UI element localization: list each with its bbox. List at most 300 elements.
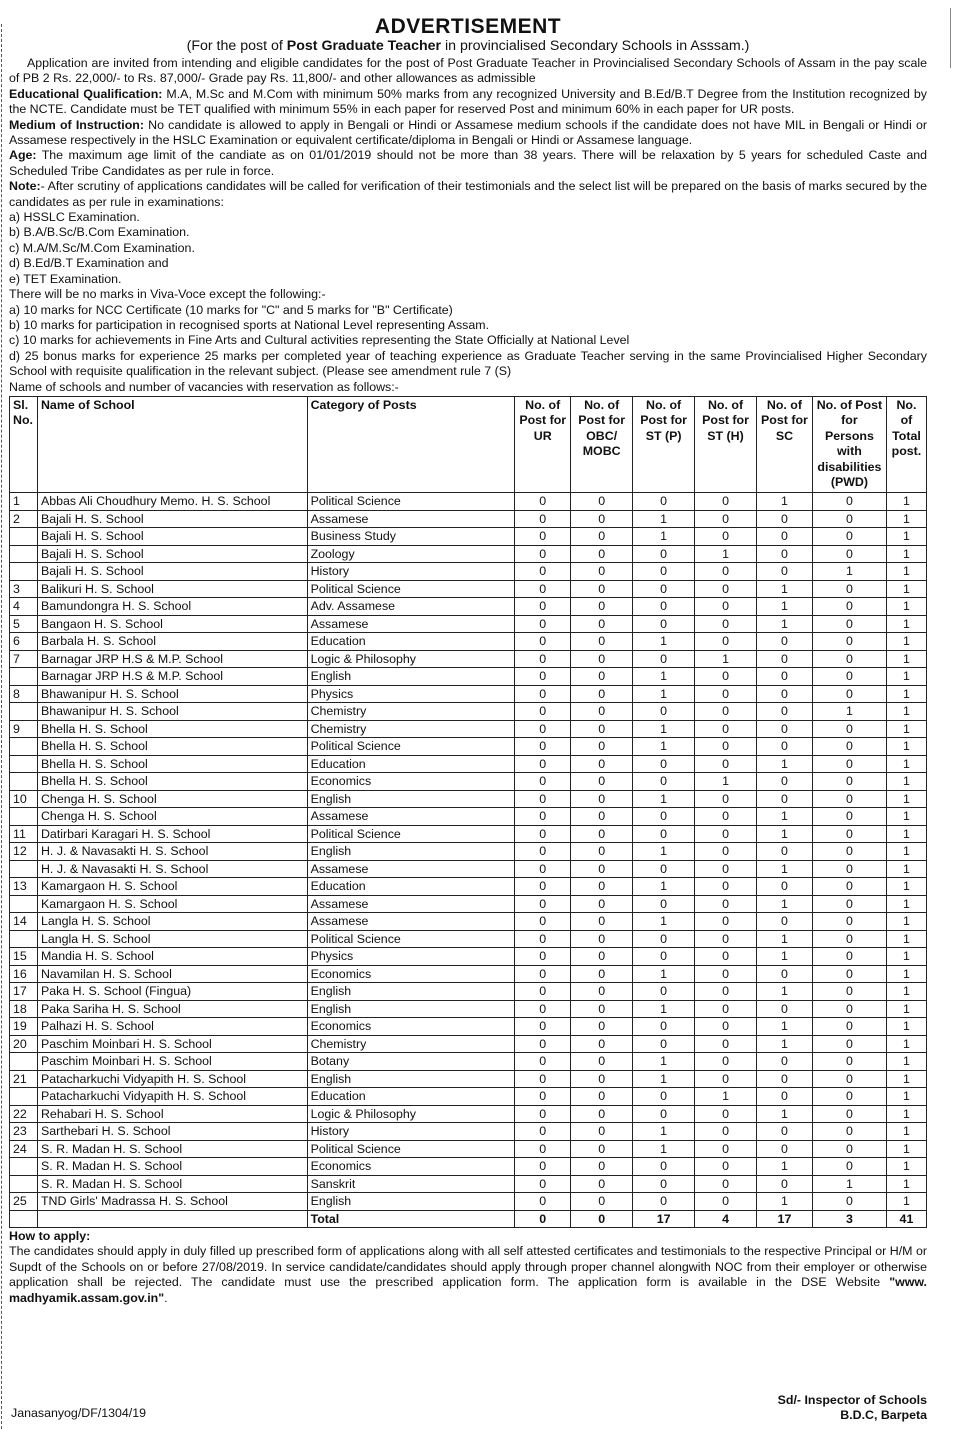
cell-school: Kamargaon H. S. School	[37, 895, 307, 913]
cell-obc: 0	[571, 1158, 633, 1176]
cell-obc: 0	[571, 738, 633, 756]
cell-category: Assamese	[307, 510, 515, 528]
cell-school: Paka H. S. School (Fingua)	[37, 983, 307, 1001]
col-header-obc: No. of Post for OBC/ MOBC	[571, 396, 633, 492]
cell-stp: 0	[633, 1035, 695, 1053]
cell-obc: 0	[571, 825, 633, 843]
cell-sth: 0	[695, 948, 757, 966]
cell-sth: 0	[695, 615, 757, 633]
cell-sth: 0	[695, 1070, 757, 1088]
cell-obc: 0	[571, 913, 633, 931]
cell-ur: 0	[515, 1053, 571, 1071]
cell-stp: 0	[633, 983, 695, 1001]
cell-obc: 0	[571, 1000, 633, 1018]
cell-total: 1	[886, 703, 926, 721]
left-margin-rule	[1, 24, 2, 1429]
table-row	[10, 1105, 927, 1123]
cell-ur: 0	[515, 738, 571, 756]
cell-ur: 0	[515, 1105, 571, 1123]
cell-pwd: 0	[812, 1158, 886, 1176]
cell-pwd: 0	[812, 615, 886, 633]
cell-ur: 0	[515, 860, 571, 878]
cell-sth: 0	[695, 808, 757, 826]
cell-ur: 0	[515, 808, 571, 826]
cell-empty	[10, 1210, 38, 1228]
cell-total: 1	[886, 1000, 926, 1018]
table-row	[10, 1123, 927, 1141]
cell-pwd: 0	[812, 1035, 886, 1053]
cell-total: 1	[886, 860, 926, 878]
cell-total: 1	[886, 510, 926, 528]
table-row	[10, 633, 927, 651]
cell-sth: 0	[695, 1000, 757, 1018]
cell-obc: 0	[571, 930, 633, 948]
cell-sc: 0	[756, 650, 812, 668]
cell-ur: 0	[515, 685, 571, 703]
cell-category: Assamese	[307, 860, 515, 878]
cell-obc: 0	[571, 965, 633, 983]
cell-pwd: 0	[812, 720, 886, 738]
subtitle-post-name: Post Graduate Teacher	[286, 38, 442, 54]
cell-obc: 0	[571, 650, 633, 668]
cell-total: 1	[886, 650, 926, 668]
cell-sth: 0	[695, 1193, 757, 1211]
cell-pwd: 0	[812, 1193, 886, 1211]
cell-category: Education	[307, 633, 515, 651]
cell-school: TND Girls' Madrassa H. S. School	[37, 1193, 307, 1211]
intro-paragraph	[9, 56, 927, 87]
cell-category: English	[307, 1070, 515, 1088]
total-pwd: 3	[812, 1210, 886, 1228]
col-header-stp: No. of Post for ST (P)	[633, 396, 695, 492]
vacancy-table	[9, 396, 927, 1228]
cell-stp: 1	[633, 1000, 695, 1018]
page-title: ADVERTISEMENT	[374, 15, 562, 38]
cell-obc: 0	[571, 1053, 633, 1071]
cell-total: 1	[886, 598, 926, 616]
cell-stp: 1	[633, 913, 695, 931]
cell-school: Bamundongra H. S. School	[37, 598, 307, 616]
cell-sc: 0	[756, 843, 812, 861]
cell-category: English	[307, 790, 515, 808]
cell-obc: 0	[571, 668, 633, 686]
cell-total: 1	[886, 738, 926, 756]
cell-sl: 13	[10, 878, 38, 896]
cell-ur: 0	[515, 948, 571, 966]
table-row	[10, 1140, 927, 1158]
cell-pwd: 0	[812, 1088, 886, 1106]
howto-text: The candidates should apply in duly filled up prescribed form of applications along with all self attested certificates and testimonials to the respective Principal or H/M or Supdt of the Schools on or before 27/08/2019. In service candidate/candidates should apply through proper channel alongwith NOC from their employer or otherwise application shall be rejected. The candidate must use the prescribed application form. The application form is available in the DSE Website	[9, 1244, 927, 1290]
cell-stp: 0	[633, 1105, 695, 1123]
total-sth: 4	[695, 1210, 757, 1228]
cell-sl	[10, 895, 38, 913]
cell-sth: 0	[695, 913, 757, 931]
qualification-text: M.A, M.Sc and M.Com with minimum 50% marks from any recognized University and B.Ed/B.T Degree from the Institution recognized by the NCTE. Candidate must be TET qualified with minimum 55% in each paper for reserved Post and minimum 60% in each paper for UR posts.	[9, 86, 927, 117]
cell-sl: 25	[10, 1193, 38, 1211]
subtitle-post: in provincialised Secondary Schools in Asssam.)	[441, 38, 750, 54]
cell-school: Langla H. S. School	[37, 913, 307, 931]
cell-pwd: 0	[812, 1018, 886, 1036]
cell-total: 1	[886, 1018, 926, 1036]
cell-total: 1	[886, 913, 926, 931]
dse-website-link[interactable]: "www. madhyamik.assam.gov.in"	[9, 1275, 927, 1305]
cell-category: English	[307, 983, 515, 1001]
table-row	[10, 983, 927, 1001]
cell-sl: 4	[10, 598, 38, 616]
table-row	[10, 510, 927, 528]
cell-school: S. R. Madan H. S. School	[37, 1175, 307, 1193]
cell-pwd: 0	[812, 580, 886, 598]
table-row	[10, 843, 927, 861]
table-row	[10, 895, 927, 913]
cell-sl	[10, 1175, 38, 1193]
cell-total: 1	[886, 1070, 926, 1088]
cell-sl	[10, 1158, 38, 1176]
cell-sth: 0	[695, 965, 757, 983]
table-row	[10, 580, 927, 598]
cell-sc: 1	[756, 598, 812, 616]
cell-pwd: 0	[812, 1105, 886, 1123]
cell-stp: 1	[633, 720, 695, 738]
cell-school: S. R. Madan H. S. School	[37, 1158, 307, 1176]
cell-category: Chemistry	[307, 1035, 515, 1053]
cell-sl: 23	[10, 1123, 38, 1141]
cell-total: 1	[886, 1123, 926, 1141]
cell-category: English	[307, 1193, 515, 1211]
cell-pwd: 0	[812, 913, 886, 931]
cell-stp: 1	[633, 633, 695, 651]
cell-sc: 1	[756, 948, 812, 966]
medium-paragraph	[9, 118, 927, 149]
cell-category: Economics	[307, 773, 515, 791]
cell-total: 1	[886, 1053, 926, 1071]
cell-sc: 0	[756, 913, 812, 931]
cell-sl: 5	[10, 615, 38, 633]
cell-ur: 0	[515, 913, 571, 931]
howto-paragraph	[9, 1244, 927, 1306]
cell-category: Political Science	[307, 738, 515, 756]
cell-total: 1	[886, 633, 926, 651]
cell-sl	[10, 668, 38, 686]
cell-ur: 0	[515, 615, 571, 633]
cell-stp: 0	[633, 755, 695, 773]
list-item: c) M.A/M.Sc/M.Com Examination.	[9, 240, 195, 255]
cell-ur: 0	[515, 528, 571, 546]
table-row	[10, 948, 927, 966]
cell-pwd: 0	[812, 895, 886, 913]
cell-total: 1	[886, 1175, 926, 1193]
cell-sth: 0	[695, 1158, 757, 1176]
cell-stp: 0	[633, 1158, 695, 1176]
cell-obc: 0	[571, 563, 633, 581]
cell-ur: 0	[515, 703, 571, 721]
cell-stp: 1	[633, 528, 695, 546]
cell-obc: 0	[571, 720, 633, 738]
cell-obc: 0	[571, 860, 633, 878]
cell-sl: 7	[10, 650, 38, 668]
cell-pwd: 0	[812, 545, 886, 563]
table-row	[10, 1193, 927, 1211]
table-row	[10, 615, 927, 633]
table-row	[10, 860, 927, 878]
table-row	[10, 528, 927, 546]
table-row	[10, 493, 927, 511]
cell-sl: 3	[10, 580, 38, 598]
cell-school: Bajali H. S. School	[37, 510, 307, 528]
cell-sl: 2	[10, 510, 38, 528]
cell-stp: 1	[633, 843, 695, 861]
col-header-sth: No. of Post for ST (H)	[695, 396, 757, 492]
cell-obc: 0	[571, 1088, 633, 1106]
total-obc: 0	[571, 1210, 633, 1228]
total-row	[10, 1210, 927, 1228]
cell-ur: 0	[515, 1123, 571, 1141]
cell-pwd: 0	[812, 878, 886, 896]
cell-pwd: 0	[812, 493, 886, 511]
table-row	[10, 1000, 927, 1018]
cell-total: 1	[886, 545, 926, 563]
cell-ur: 0	[515, 930, 571, 948]
table-row	[10, 668, 927, 686]
cell-sl	[10, 738, 38, 756]
viva-line: There will be no marks in Viva-Voce except the following:-	[9, 287, 326, 302]
cell-school: Barnagar JRP H.S & M.P. School	[37, 650, 307, 668]
cell-ur: 0	[515, 965, 571, 983]
table-row	[10, 755, 927, 773]
col-header-category: Category of Posts	[307, 396, 515, 492]
cell-stp: 0	[633, 563, 695, 581]
cell-obc: 0	[571, 528, 633, 546]
table-row	[10, 1035, 927, 1053]
cell-pwd: 0	[812, 773, 886, 791]
list-item: c) 10 marks for achievements in Fine Arts and Cultural activities representing the State Officially at National Level	[9, 333, 630, 348]
cell-total: 1	[886, 580, 926, 598]
cell-pwd: 0	[812, 685, 886, 703]
cell-school: Palhazi H. S. School	[37, 1018, 307, 1036]
cell-total: 1	[886, 668, 926, 686]
cell-stp: 1	[633, 738, 695, 756]
cell-total: 1	[886, 965, 926, 983]
schools-intro: Name of schools and number of vacancies with reservation as follows:-	[9, 379, 399, 394]
cell-stp: 0	[633, 773, 695, 791]
cell-sc: 0	[756, 633, 812, 651]
cell-total: 1	[886, 528, 926, 546]
cell-obc: 0	[571, 510, 633, 528]
cell-stp: 1	[633, 1123, 695, 1141]
age-label: Age:	[9, 148, 37, 163]
cell-ur: 0	[515, 895, 571, 913]
cell-pwd: 1	[812, 563, 886, 581]
cell-obc: 0	[571, 1070, 633, 1088]
cell-school: Chenga H. S. School	[37, 808, 307, 826]
total-sc: 17	[756, 1210, 812, 1228]
cell-total: 1	[886, 1088, 926, 1106]
cell-sc: 0	[756, 668, 812, 686]
table-row	[10, 1018, 927, 1036]
list-item: a) HSSLC Examination.	[9, 210, 140, 225]
cell-pwd: 0	[812, 668, 886, 686]
cell-pwd: 0	[812, 598, 886, 616]
cell-pwd: 0	[812, 825, 886, 843]
cell-school: Rehabari H. S. School	[37, 1105, 307, 1123]
cell-sl: 10	[10, 790, 38, 808]
subtitle-pre: (For the post of	[186, 38, 287, 54]
cell-category: Education	[307, 1088, 515, 1106]
cell-pwd: 0	[812, 633, 886, 651]
cell-sl	[10, 808, 38, 826]
cell-category: Sanskrit	[307, 1175, 515, 1193]
cell-ur: 0	[515, 1140, 571, 1158]
cell-sth: 0	[695, 930, 757, 948]
cell-total: 1	[886, 720, 926, 738]
cell-pwd: 0	[812, 860, 886, 878]
cell-school: Barnagar JRP H.S & M.P. School	[37, 668, 307, 686]
col-header-total: No. of Total post.	[886, 396, 926, 492]
cell-total: 1	[886, 1193, 926, 1211]
cell-sth: 0	[695, 790, 757, 808]
cell-obc: 0	[571, 1175, 633, 1193]
col-header-ur: No. of Post for UR	[515, 396, 571, 492]
cell-category: English	[307, 668, 515, 686]
cell-obc: 0	[571, 895, 633, 913]
cell-pwd: 0	[812, 965, 886, 983]
cell-sl	[10, 545, 38, 563]
cell-category: History	[307, 1123, 515, 1141]
cell-sl: 22	[10, 1105, 38, 1123]
cell-sc: 0	[756, 528, 812, 546]
cell-pwd: 0	[812, 1000, 886, 1018]
signatory-title: Sd/- Inspector of Schools	[777, 1393, 927, 1407]
cell-category: Education	[307, 755, 515, 773]
table-row	[10, 1070, 927, 1088]
cell-category: Physics	[307, 948, 515, 966]
cell-category: Chemistry	[307, 703, 515, 721]
cell-sl: 19	[10, 1018, 38, 1036]
cell-pwd: 0	[812, 843, 886, 861]
cell-sth: 0	[695, 738, 757, 756]
table-row	[10, 930, 927, 948]
cell-school: Sarthebari H. S. School	[37, 1123, 307, 1141]
cell-pwd: 0	[812, 528, 886, 546]
cell-ur: 0	[515, 598, 571, 616]
cell-sl	[10, 755, 38, 773]
cell-category: Zoology	[307, 545, 515, 563]
note-paragraph	[9, 179, 927, 210]
cell-sth: 0	[695, 633, 757, 651]
cell-category: Economics	[307, 1158, 515, 1176]
cell-total: 1	[886, 1105, 926, 1123]
cell-obc: 0	[571, 948, 633, 966]
cell-stp: 0	[633, 493, 695, 511]
cell-ur: 0	[515, 1070, 571, 1088]
cell-category: Logic & Philosophy	[307, 1105, 515, 1123]
table-row	[10, 1088, 927, 1106]
cell-sth: 0	[695, 685, 757, 703]
cell-obc: 0	[571, 1193, 633, 1211]
cell-sth: 0	[695, 703, 757, 721]
cell-school: Bhella H. S. School	[37, 773, 307, 791]
cell-pwd: 0	[812, 1140, 886, 1158]
cell-stp: 0	[633, 703, 695, 721]
cell-total: 1	[886, 1140, 926, 1158]
cell-sth: 0	[695, 1175, 757, 1193]
bonus-list	[9, 303, 927, 380]
cell-sth: 0	[695, 825, 757, 843]
cell-category: Physics	[307, 685, 515, 703]
col-header-pwd: No. of Post for Persons with disabilities (PWD)	[812, 396, 886, 492]
cell-school: H. J. & Navasakti H. S. School	[37, 843, 307, 861]
cell-ur: 0	[515, 1018, 571, 1036]
table-row	[10, 825, 927, 843]
total-stp: 17	[633, 1210, 695, 1228]
cell-obc: 0	[571, 755, 633, 773]
note-text: - After scrutiny of applications candidates will be called for verification of their testimonials and the select list will be prepared on the basis of marks secured by the candidates as per rule in examinations:	[9, 179, 927, 209]
cell-pwd: 0	[812, 738, 886, 756]
cell-sl: 9	[10, 720, 38, 738]
table-row	[10, 738, 927, 756]
cell-category: English	[307, 1000, 515, 1018]
cell-category: Economics	[307, 965, 515, 983]
cell-category: Political Science	[307, 930, 515, 948]
cell-sc: 0	[756, 510, 812, 528]
cell-sc: 0	[756, 1123, 812, 1141]
cell-obc: 0	[571, 1018, 633, 1036]
age-text: The maximum age limit of the candiate as on 01/01/2019 should not be more than 38 years. There will be relaxation by 5 years for scheduled Caste and Scheduled Tribe Candidates as per rule in force.	[9, 148, 927, 178]
cell-ur: 0	[515, 1193, 571, 1211]
cell-sl: 11	[10, 825, 38, 843]
cell-school: Bhella H. S. School	[37, 738, 307, 756]
cell-sc: 0	[756, 545, 812, 563]
cell-obc: 0	[571, 703, 633, 721]
cell-sth: 0	[695, 983, 757, 1001]
cell-stp: 0	[633, 808, 695, 826]
cell-school: Barbala H. S. School	[37, 633, 307, 651]
cell-sl	[10, 1088, 38, 1106]
table-body	[10, 493, 927, 1228]
table-row	[10, 563, 927, 581]
cell-ur: 0	[515, 790, 571, 808]
cell-ur: 0	[515, 633, 571, 651]
cell-sl: 16	[10, 965, 38, 983]
cell-ur: 0	[515, 563, 571, 581]
cell-ur: 0	[515, 580, 571, 598]
cell-school: Bhawanipur H. S. School	[37, 685, 307, 703]
table-row	[10, 650, 927, 668]
cell-ur: 0	[515, 1088, 571, 1106]
cell-obc: 0	[571, 1035, 633, 1053]
cell-school: Paschim Moinbari H. S. School	[37, 1053, 307, 1071]
cell-sc: 1	[756, 895, 812, 913]
cell-sth: 0	[695, 860, 757, 878]
cell-stp: 1	[633, 510, 695, 528]
cell-sth: 0	[695, 510, 757, 528]
cell-category: Logic & Philosophy	[307, 650, 515, 668]
cell-sc: 0	[756, 685, 812, 703]
cell-category: Economics	[307, 1018, 515, 1036]
cell-obc: 0	[571, 878, 633, 896]
cell-sl: 14	[10, 913, 38, 931]
cell-ur: 0	[515, 1000, 571, 1018]
cell-sth: 0	[695, 1035, 757, 1053]
cell-sth: 1	[695, 1088, 757, 1106]
cell-stp: 1	[633, 790, 695, 808]
cell-school: Chenga H. S. School	[37, 790, 307, 808]
cell-sc: 1	[756, 1105, 812, 1123]
howto-text-end: .	[164, 1290, 168, 1305]
cell-sc: 0	[756, 878, 812, 896]
cell-stp: 0	[633, 1018, 695, 1036]
cell-sth: 0	[695, 563, 757, 581]
